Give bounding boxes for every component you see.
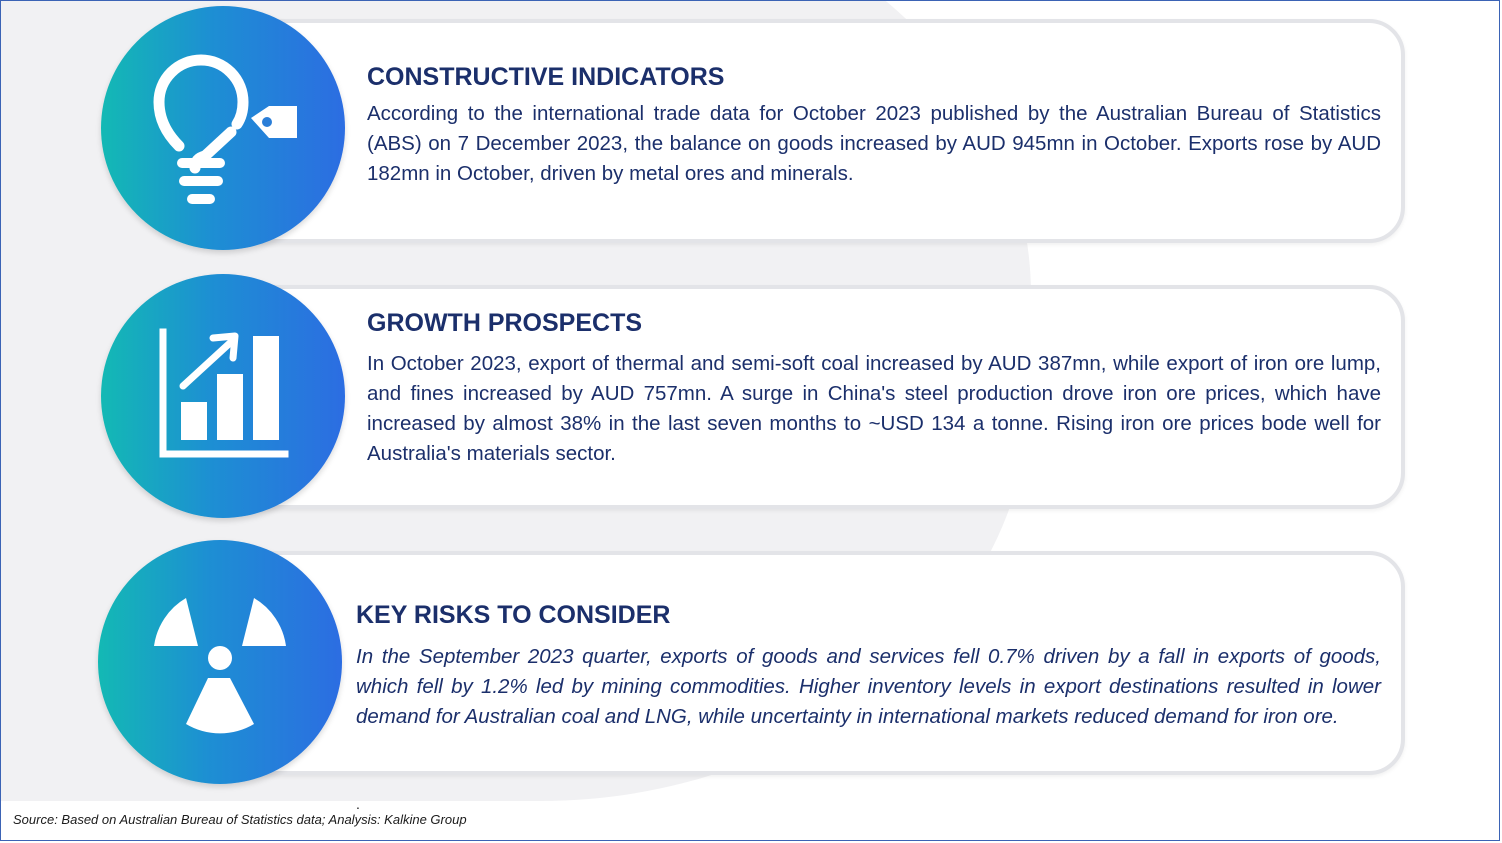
section-title: KEY RISKS TO CONSIDER	[356, 601, 671, 629]
section-body: In October 2023, export of thermal and semi-soft coal increased by AUD 387mn, while export of iron ore lump, and fines increased by AUD 757mn. A surge in China's steel production drove iron ore prices, which have increased by almost 38% in the last seven months to ~USD 134 a tonne. Rising iron ore prices bode well for Australia's materials sector.	[367, 352, 1381, 465]
key-risks-badge	[98, 540, 342, 784]
constructive-indicators-card	[225, 19, 1405, 243]
source-note: Source: Based on Australian Bureau of Statistics data; Analysis: Kalkine Group	[13, 812, 467, 827]
key-risks-card	[225, 551, 1405, 775]
radiation-icon	[98, 540, 342, 784]
section-body: In the September 2023 quarter, exports of goods and services fell 0.7% driven by a fall in exports of goods, which fell by 1.2% led by mining commodities. Higher inventory levels in export destinations resulted in lower demand for Australian coal and LNG, while uncertainty in international markets reduced demand for iron ore.	[356, 645, 1381, 728]
section-title: CONSTRUCTIVE INDICATORS	[367, 63, 725, 91]
growth-prospects-card	[225, 285, 1405, 509]
growth-prospects-badge	[101, 274, 345, 518]
constructive-indicators-badge	[101, 6, 345, 250]
section-title: GROWTH PROSPECTS	[367, 309, 643, 337]
stray-dot: .	[356, 796, 360, 812]
bar-chart-growth-icon	[101, 274, 345, 518]
lightbulb-tag-icon	[101, 6, 345, 250]
section-body: According to the international trade data for October 2023 published by the Australian Bureau of Statistics (ABS) on 7 December 2023, the balance on goods increased by AUD 945mn in October. Exports rose by AUD 182mn in October, driven by metal ores and minerals.	[367, 102, 1381, 185]
